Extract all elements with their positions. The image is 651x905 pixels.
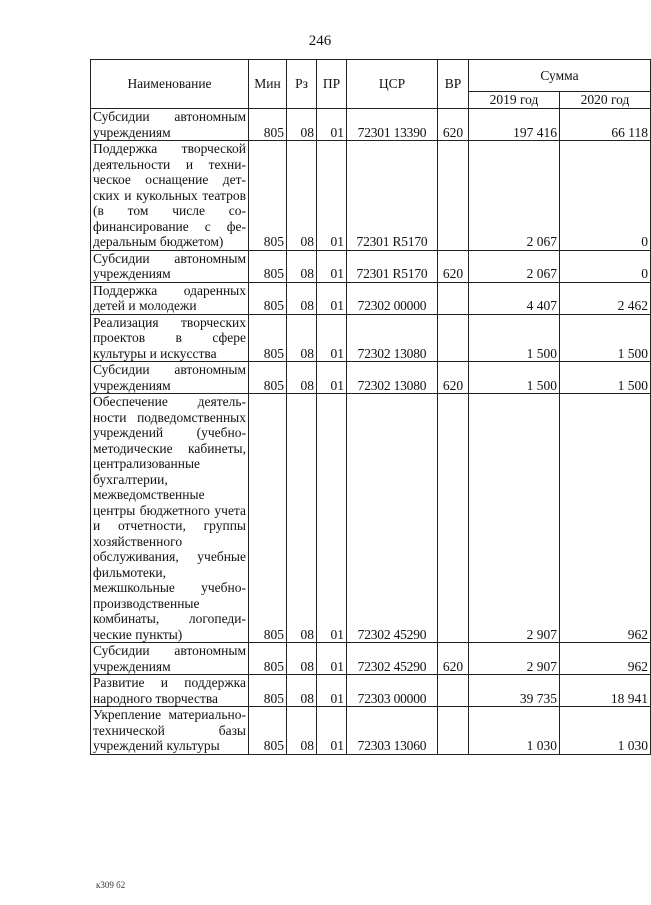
header-rz: Рз — [287, 60, 317, 109]
cell-y2019: 2 907 — [469, 394, 560, 643]
cell-csr: 72302 00000 — [347, 282, 438, 314]
cell-y2019: 1 030 — [469, 707, 560, 755]
cell-name: Поддержка творческой деятельности и техническое оснащение детских и кукольных театров (в том числе софинансирование с федеральным бюджетом) — [91, 141, 249, 251]
cell-name: Поддержка одаренных детей и молодежи — [91, 282, 249, 314]
table-row — [91, 250, 651, 282]
cell-rz: 08 — [287, 282, 317, 314]
cell-csr: 72302 45290 — [347, 643, 438, 675]
cell-pr: 01 — [317, 362, 347, 394]
table-row — [91, 675, 651, 707]
cell-min: 805 — [249, 675, 287, 707]
cell-y2020: 66 118 — [560, 109, 651, 141]
cell-pr: 01 — [317, 141, 347, 251]
cell-y2019: 39 735 — [469, 675, 560, 707]
header-sum: Сумма — [469, 60, 651, 92]
cell-y2020: 0 — [560, 141, 651, 251]
cell-y2020: 1 500 — [560, 314, 651, 362]
cell-vr: 620 — [438, 643, 469, 675]
cell-min: 805 — [249, 141, 287, 251]
cell-y2020: 18 941 — [560, 675, 651, 707]
cell-vr: 620 — [438, 109, 469, 141]
cell-csr: 72302 45290 — [347, 394, 438, 643]
cell-y2019: 2 907 — [469, 643, 560, 675]
cell-pr: 01 — [317, 282, 347, 314]
cell-vr — [438, 675, 469, 707]
cell-rz: 08 — [287, 314, 317, 362]
header-name: Наименование — [91, 60, 249, 109]
header-min: Мин — [249, 60, 287, 109]
cell-name: Субсидии автономным учреждениям — [91, 362, 249, 394]
header-2019: 2019 год — [469, 92, 560, 109]
cell-min: 805 — [249, 643, 287, 675]
header-pr: ПР — [317, 60, 347, 109]
cell-name: Укрепление материально-технической базы учреждений культуры — [91, 707, 249, 755]
cell-rz: 08 — [287, 109, 317, 141]
cell-min: 805 — [249, 314, 287, 362]
cell-min: 805 — [249, 707, 287, 755]
cell-pr: 01 — [317, 250, 347, 282]
header-vr: ВР — [438, 60, 469, 109]
cell-min: 805 — [249, 250, 287, 282]
cell-name: Развитие и поддержка народного творчества — [91, 675, 249, 707]
cell-rz: 08 — [287, 141, 317, 251]
cell-y2020: 1 500 — [560, 362, 651, 394]
cell-pr: 01 — [317, 314, 347, 362]
table-row — [91, 643, 651, 675]
table-body — [91, 109, 651, 755]
cell-y2019: 2 067 — [469, 141, 560, 251]
cell-y2020: 962 — [560, 394, 651, 643]
cell-y2019: 2 067 — [469, 250, 560, 282]
table-row — [91, 707, 651, 755]
cell-csr: 72303 00000 — [347, 675, 438, 707]
cell-rz: 08 — [287, 707, 317, 755]
cell-csr: 72303 13060 — [347, 707, 438, 755]
cell-name: Субсидии автономным учреждениям — [91, 643, 249, 675]
cell-csr: 72302 13080 — [347, 362, 438, 394]
cell-pr: 01 — [317, 109, 347, 141]
cell-vr — [438, 314, 469, 362]
cell-min: 805 — [249, 109, 287, 141]
cell-min: 805 — [249, 394, 287, 643]
cell-pr: 01 — [317, 707, 347, 755]
header-csr: ЦСР — [347, 60, 438, 109]
cell-name: Субсидии автономным учреждениям — [91, 250, 249, 282]
cell-rz: 08 — [287, 362, 317, 394]
cell-vr — [438, 707, 469, 755]
cell-min: 805 — [249, 362, 287, 394]
table-row — [91, 314, 651, 362]
cell-vr — [438, 141, 469, 251]
cell-rz: 08 — [287, 675, 317, 707]
cell-y2020: 0 — [560, 250, 651, 282]
table-row — [91, 109, 651, 141]
cell-pr: 01 — [317, 394, 347, 643]
cell-csr: 72301 13390 — [347, 109, 438, 141]
cell-vr — [438, 282, 469, 314]
header-2020: 2020 год — [560, 92, 651, 109]
cell-min: 805 — [249, 282, 287, 314]
budget-table — [90, 59, 651, 755]
cell-vr — [438, 394, 469, 643]
table-row — [91, 394, 651, 643]
cell-y2020: 2 462 — [560, 282, 651, 314]
footer-code: к309 б2 — [96, 880, 126, 890]
cell-y2019: 4 407 — [469, 282, 560, 314]
cell-y2019: 1 500 — [469, 362, 560, 394]
table-row — [91, 141, 651, 251]
cell-vr: 620 — [438, 250, 469, 282]
table-row — [91, 282, 651, 314]
cell-pr: 01 — [317, 675, 347, 707]
cell-name: Обеспечение деятельности подведомственных учреждений (учебно-методические кабинеты, централизованные бухгалтерии, межведомственные центры бюджетного учета и отчетности, группы хозяйственного обслуживания, учебные фильмотеки, межшкольные учебно-производственные комбинаты, логопедические пункты) — [91, 394, 249, 643]
cell-y2019: 1 500 — [469, 314, 560, 362]
cell-pr: 01 — [317, 643, 347, 675]
cell-name: Субсидии автономным учреждениям — [91, 109, 249, 141]
cell-name: Реализация творческих проектов в сфере культуры и искусства — [91, 314, 249, 362]
table-row — [91, 362, 651, 394]
cell-vr: 620 — [438, 362, 469, 394]
cell-y2019: 197 416 — [469, 109, 560, 141]
cell-rz: 08 — [287, 643, 317, 675]
page-number: 246 — [308, 33, 332, 49]
cell-rz: 08 — [287, 394, 317, 643]
cell-csr: 72301 R5170 — [347, 141, 438, 251]
cell-rz: 08 — [287, 250, 317, 282]
cell-csr: 72301 R5170 — [347, 250, 438, 282]
cell-y2020: 962 — [560, 643, 651, 675]
cell-csr: 72302 13080 — [347, 314, 438, 362]
cell-y2020: 1 030 — [560, 707, 651, 755]
